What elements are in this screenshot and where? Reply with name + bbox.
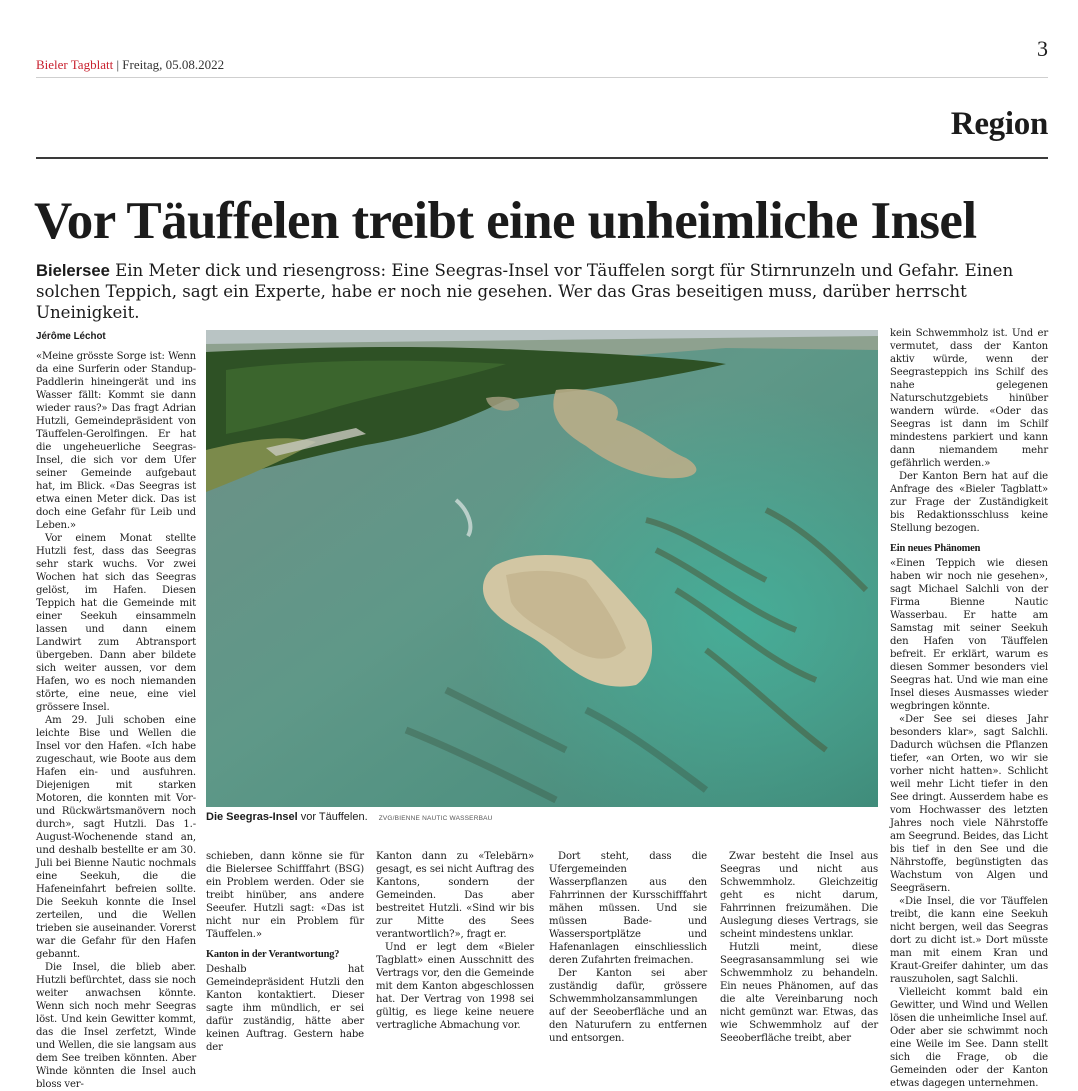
paragraph: Der Kanton Bern hat auf die Anfrage des «Bieler Tagblatt» zur Frage der Zuständigkeit bis Redaktionsschluss keine Stellung bezogen. [890, 471, 1048, 534]
paragraph: Dort steht, dass die Ufergemeinden Wasserpflanzen aus den Fahrrinnen der Kursschifffahrt mähen müssen. Und sie müssen Bade- und Wassersportplätze und Hafenanlagen einschliesslich deren Zufahrten freimachen. [549, 851, 707, 966]
paragraph: «Einen Teppich wie diesen haben wir noch nie gesehen», sagt Michael Salchli von der Firma Bienne Nautic Wasserbau. Er hatte am Samstag mit seiner Seekuh den Hafen von Täuffelen befreit. Er erklärt, warum es diesen Sommer besonders viel Seegras hat. Und wie man eine Insel dieses Ausmasses wieder wegbringen könnte. [890, 558, 1048, 712]
article-column-1 [36, 330, 196, 1091]
masthead [36, 57, 224, 73]
author-byline: Jérôme Léchot [36, 331, 106, 342]
lead-kicker: Bielersee [36, 261, 110, 280]
lake-aerial-photo [206, 330, 878, 807]
paragraph: «Der See sei dieses Jahr besonders klar», sagt Salchli. Dadurch wüchsen die Pflanzen tiefer, «an Orten, wo wir sie vorher nicht hatten». Schlicht weil mehr Licht tiefer in den See dringt. Ausserdem habe es vom Hochwasser des letzten Jahres noch viele Nährstoffe am Seegrund. Beides, das Licht bis tief in den See und die Nährstoffe, begünstigten das Wachstum von Algen und Seegräsern. [890, 714, 1048, 894]
page-number: 3 [1037, 36, 1048, 61]
caption-title: Die Seegras-Insel [206, 811, 298, 823]
masthead-brand: Bieler Tagblatt [36, 57, 114, 72]
paragraph: Der Kanton sei aber zuständig dafür, grössere Schwemmholzansammlungen auf der Seeoberfläche und an den Naturufern zu entfernen und entsorgen. [549, 968, 707, 1044]
masthead-date: Freitag, 05.08.2022 [122, 57, 225, 72]
section-divider [36, 157, 1048, 159]
header-divider [36, 77, 1048, 78]
paragraph: Deshalb hat Gemeindepräsident Hutzli den Kanton kontaktiert. Dieser sagte ihm mündlich, er sei dafür zuständig, hätte aber keinen Auftrag. Gestern habe der [206, 964, 364, 1053]
paragraph: Vielleicht kommt bald ein Gewitter, und Wind und Wellen lösen die unheimliche Insel auf. Oder aber sie schwimmt noch eine Weile im See. Dann stellt sich die Frage, ob die Gemeinden oder der Kanton etwas dagegen unternehmen. [890, 987, 1048, 1089]
paragraph: Vor einem Monat stellte Hutzli fest, dass das Seegras sehr stark wuchs. Vor zwei Wochen hat sich das Seegras gelöst, im Hafen. Diesen Teppich hat die Gemeinde mit einer Seekuh einsammeln lassen und dann einem Landwirt zum Abtransport übergeben. Dann aber bildete sich weiter aussen, vor dem Hafen, wo es noch niemanden störte, eine neue, eine viel grössere Insel. [36, 533, 196, 713]
paragraph: Am 29. Juli schoben eine leichte Bise und Wellen die Insel vor den Hafen. «Ich habe zugeschaut, wie Boote aus dem Hafen ein- und ausfuhren. Diejenigen mit starken Motoren, die konnten mit Vor- und Rückwärtsmanövern noch durch», sagt Hutzli. Das 1.-August-Wochenende stand an, und deshalb bestellte er am 30. Juli bei Bienne Nautic nochmals eine Seekuh, die die Hafeneinfahrt befreien sollte. Die Seekuh konnte die Insel zerteilen, und die Wellen trieben sie auseinander. Vorerst war die Gefahr für den Hafen gebannt. [36, 715, 196, 960]
article-column-3 [376, 850, 534, 1032]
lake-aerial-illustration [206, 330, 878, 807]
photo-caption [206, 811, 493, 823]
paragraph: Zwar besteht die Insel aus Seegras und nicht aus Schwemmholz. Gleichzeitig geht es nicht darum, Fahrrinnen freizumähen. Die Auslegung dieses Vertrags, sie scheint mindestens unklar. [720, 851, 878, 940]
article-column-4 [549, 850, 707, 1045]
paragraph: Hutzli meint, diese Seegrasansammlung sei wie Schwemmholz zu behandeln. Ein neues Phänomen, auf das die alte Vereinbarung noch nicht gemünzt war. Etwas, das wie Schwemmholz auf der Seeoberfläche treibt, aber [720, 942, 878, 1044]
paragraph: schieben, dann könne sie für die Bielersee Schifffahrt (BSG) ein Problem werden. Oder sie treibt hinüber, ans andere Seeufer. Hutzli sagt: «Das ist nicht nur ein Problem für Täuffelen.» [206, 851, 364, 940]
article-column-5 [720, 850, 878, 1045]
paragraph: «Meine grösste Sorge ist: Wenn da eine Surferin oder Standup-Paddlerin hineingerät und ins Wasser fällt: Kommt sie dann wieder raus?» Das fragt Adrian Hutzli, Gemeindepräsident von Täuffelen-Gerolfingen. Er hat die ungeheuerliche Seegras-Insel, die sich vor dem Ufer seiner Gemeinde aufgebaut hat, im Blick. «Das Seegras ist etwa einen Meter dick. Das ist doch eine Gefahr für Leib und Leben.» [36, 351, 196, 531]
subheading-kanton: Kanton in der Verantwortung? [206, 949, 340, 960]
paragraph: Die Insel, die blieb aber. Hutzli befürchtet, dass sie noch weiter anwachsen könnte. Wenn sich noch mehr Seegras löst. Und kein Gewitter kommt, das die Insel zerfetzt, Winde und Wellen, die sie langsam aus dem See treiben könnten. Aber Winde könnten die Insel auch bloss ver- [36, 962, 196, 1090]
article-column-6 [890, 327, 1048, 1090]
lead-text: Ein Meter dick und riesengross: Eine Seegras-Insel vor Täuffelen sorgt für Stirnrunzeln und Gefahr. Einen solchen Teppich, sagt ein Experte, habe er noch nie gesehen. Wer das Gras beseitigen muss, darüber herrscht Uneinigkeit. [36, 261, 1014, 322]
paragraph: «Die Insel, die vor Täuffelen treibt, die kann eine Seekuh nicht bergen, weil das Seegras dort zu dicht ist.» Dort müsste man mit einem Kran und Kraut-Greifer dahinter, um das rauszuholen, sagt Salchli. [890, 896, 1048, 985]
paragraph: kein Schwemmholz ist. Und er vermutet, dass der Kanton aktiv würde, wenn der Seegrasteppich ins Schilf des nahe gelegenen Naturschutzgebiets hinüber wandern würde. «Oder das Seegras ist dann im Schilf mindestens parkiert und kann dann niemandem mehr gefährlich werden.» [890, 328, 1048, 469]
paragraph: Kanton dann zu «Telebärn» gesagt, es sei nicht Auftrag des Kantons, sondern der Gemeinden. Das aber bestreitet Hutzli. «Sind wir bis zur Mitte des Sees verantwortlich?», fragt er. [376, 851, 534, 940]
subheading-phaenomen: Ein neues Phänomen [890, 543, 981, 554]
lead-paragraph [36, 260, 1046, 323]
article-column-2 [206, 850, 364, 1054]
section-title: Region [950, 106, 1048, 142]
paragraph: Und er legt dem «Bieler Tagblatt» einen Ausschnitt des Vertrags vor, den die Gemeinde mit dem Kanton abgeschlossen hat. Der Vertrag von 1998 sei gültig, es liege keine neuere vertragliche Abmachung vor. [376, 942, 534, 1031]
caption-text: vor Täuffelen. [300, 811, 368, 823]
headline: Vor Täuffelen treibt eine unheimliche Insel [34, 192, 977, 250]
masthead-separator: | [116, 57, 120, 72]
photo-credit: ZVG/BIENNE NAUTIC WASSERBAU [378, 815, 493, 822]
